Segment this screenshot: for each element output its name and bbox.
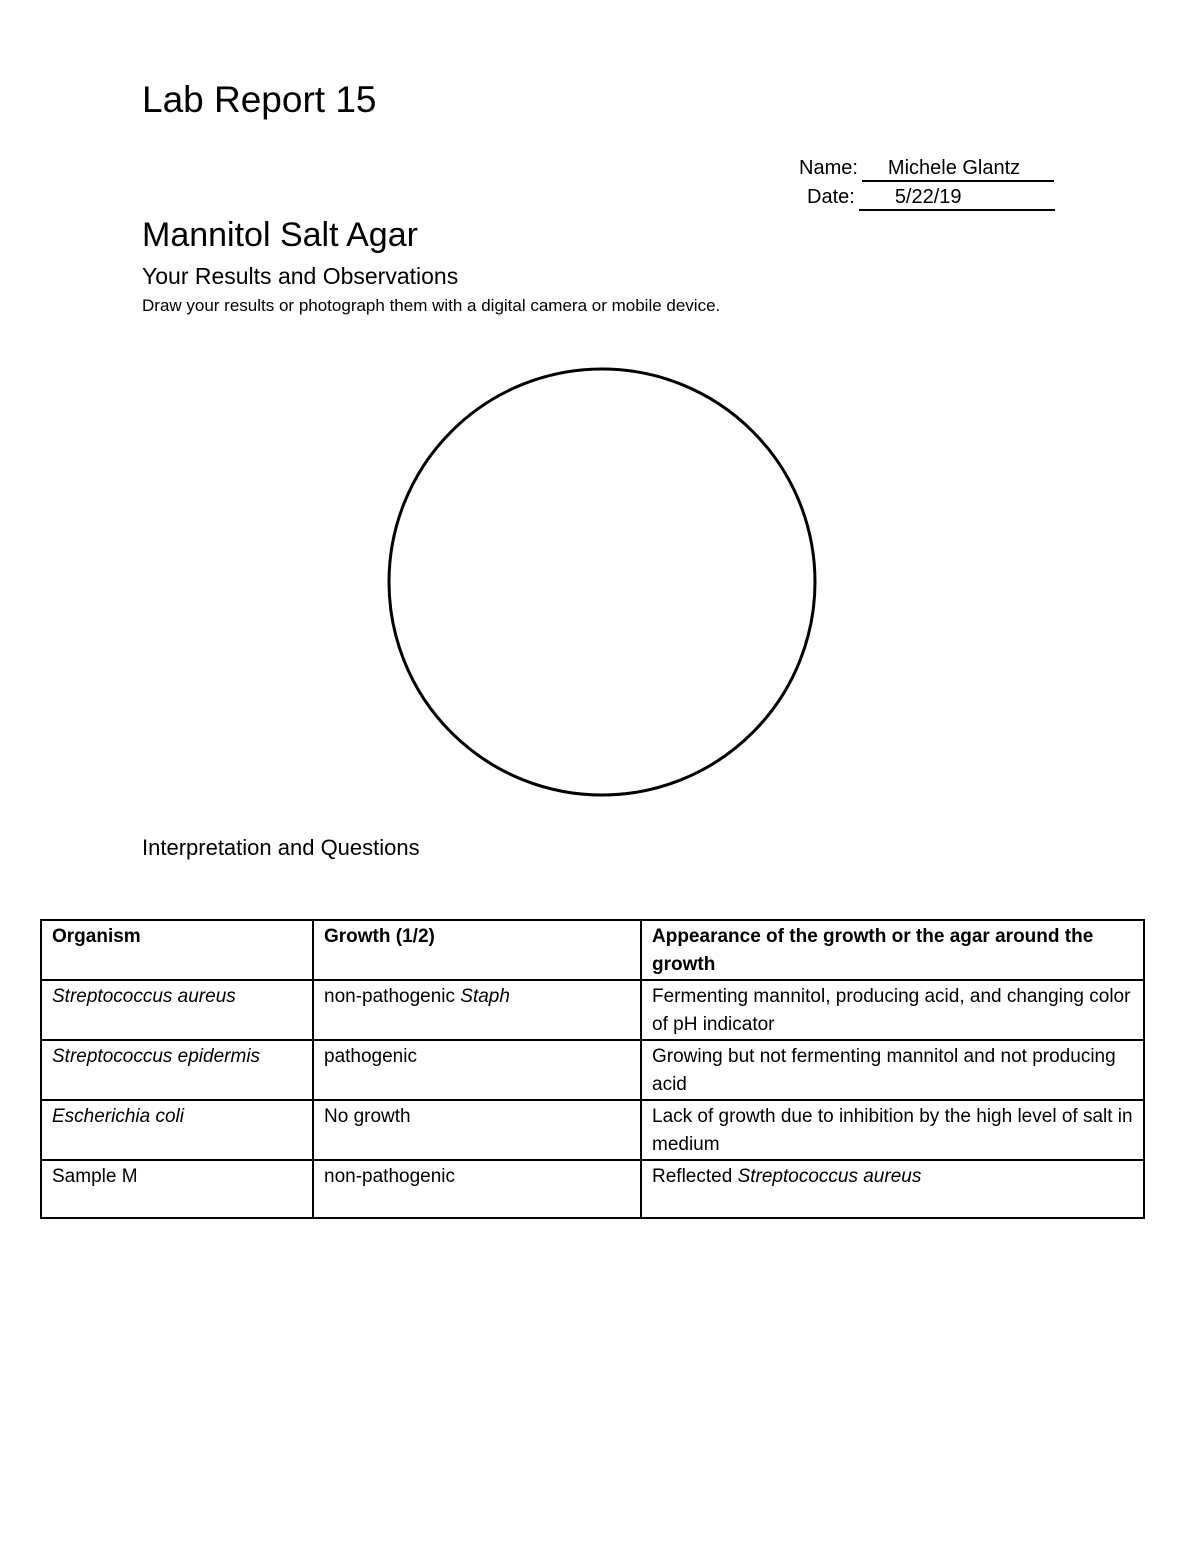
results-table (40, 919, 1145, 1219)
table-row (41, 1160, 1144, 1218)
growth-text: non-pathogenic (324, 1166, 455, 1187)
organism-cell: Streptococcus aureus (41, 980, 313, 1040)
section-title: Mannitol Salt Agar (142, 216, 418, 254)
growth-cell (313, 1100, 641, 1160)
name-label: Name: (799, 157, 858, 179)
appearance-cell (641, 1160, 1144, 1218)
organism-cell: Streptococcus epidermis (41, 1040, 313, 1100)
interpretation-heading: Interpretation and Questions (142, 835, 420, 860)
appearance-cell (641, 980, 1144, 1040)
header-organism: Organism (41, 920, 313, 980)
growth-cell (313, 1040, 641, 1100)
table-row (41, 1040, 1144, 1100)
growth-cell (313, 980, 641, 1040)
appearance-text: Fermenting mannitol, producing acid, and changing color of pH indicator (652, 986, 1131, 1035)
header-appearance: Appearance of the growth or the agar around the growth (641, 920, 1144, 980)
growth-text: pathogenic (324, 1046, 417, 1067)
date-value: 5/22/19 (859, 186, 1055, 211)
appearance-text: Growing but not fermenting mannitol and not producing acid (652, 1046, 1116, 1095)
date-label: Date: (807, 186, 855, 208)
organism-cell: Sample M (41, 1160, 313, 1218)
appearance-cell (641, 1100, 1144, 1160)
name-value: Michele Glantz (862, 157, 1054, 182)
appearance-italic-text: Streptococcus aureus (737, 1166, 922, 1187)
results-heading: Your Results and Observations (142, 263, 459, 289)
header-growth: Growth (1/2) (313, 920, 641, 980)
growth-cell (313, 1160, 641, 1218)
document-title: Lab Report 15 (142, 79, 377, 120)
appearance-text: Lack of growth due to inhibition by the high level of salt in medium (652, 1106, 1133, 1155)
petri-dish-circle (389, 369, 815, 795)
table-row (41, 1100, 1144, 1160)
instructions-text: Draw your results or photograph them with a digital camera or mobile device. (142, 296, 721, 315)
appearance-text: Reflected (652, 1166, 733, 1187)
table-header-row (41, 920, 1144, 980)
growth-italic-text: Staph (460, 986, 510, 1007)
growth-text: No growth (324, 1106, 411, 1127)
table-row (41, 980, 1144, 1040)
organism-cell: Escherichia coli (41, 1100, 313, 1160)
appearance-cell (641, 1040, 1144, 1100)
growth-text: non-pathogenic (324, 986, 455, 1007)
